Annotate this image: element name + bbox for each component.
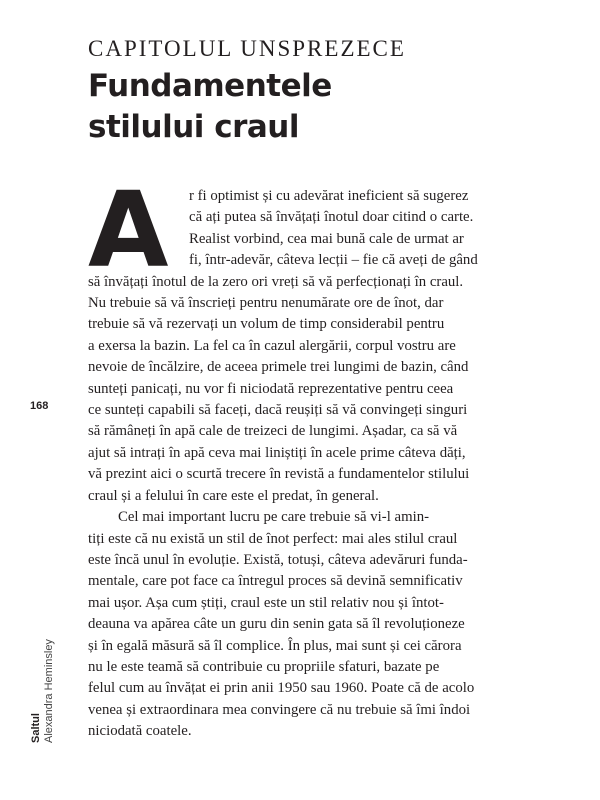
text-line: Cel mai important lucru pe care trebuie să vi-l amin- [118, 509, 430, 526]
text-line: să rămâneți în apă cale de treizeci de lungimi. Așadar, ca să vă [88, 423, 458, 440]
text-line: craul și a felului în care este el predat, în general. [88, 487, 379, 504]
drop-cap: A [88, 169, 169, 291]
page-number: 168 [30, 400, 49, 412]
body-text [88, 186, 528, 743]
text-line: fi, într-adevăr, câteva lecții – fie că aveți de gând [189, 252, 478, 269]
text-line: sunteți panicați, nu vor fi niciodată reprezentative pentru ceea [88, 380, 454, 397]
text-line: trebuie să vă rezervați un volum de timp considerabil pentru [88, 316, 445, 333]
text-line: felul cum au învățat ei prin anii 1950 sau 1960. Poate că de acolo [88, 680, 475, 697]
text-line: mai ușor. Așa cum știți, craul este un stil relativ nou și întot- [88, 594, 444, 611]
text-line: deauna va apărea câte un guru din senin gata să îl revoluționeze [88, 616, 465, 633]
book-title: Saltul [30, 713, 42, 743]
text-line: Realist vorbind, cea mai bună cale de urmat ar [189, 230, 464, 247]
text-line: și în egală măsură să îl complice. În plus, mai sunt și cei cărora [88, 637, 462, 654]
text-line: venea și extraordinara mea convingere că nu trebuie să îmi îndoi [88, 701, 471, 718]
text-line: ce sunteți capabili să faceți, dacă reușiți să vă convingeți singuri [88, 402, 468, 419]
chapter-title-line-1: Fundamentele [88, 68, 332, 104]
text-line: ajut să intrați în apă ceva mai liniștiți în acele prime câteva dăți, [88, 444, 466, 461]
text-line: că ați putea să învățați înotul doar citind o carte. [189, 209, 474, 226]
text-line: r fi optimist și cu adevărat ineficient să sugerez [189, 188, 469, 204]
text-line: este încă unul în evoluție. Există, totuși, câteva adevăruri funda- [88, 551, 468, 568]
chapter-kicker: CAPITOLUL UNSPREZECE [88, 36, 406, 61]
text-line: Nu trebuie să vă înscrieți pentru nenumărate ore de înot, dar [88, 295, 444, 312]
paragraph-1 [88, 186, 528, 507]
paragraph-2 [88, 507, 528, 742]
text-line: a exersa la bazin. La fel ca în cazul alergării, corpul vostru are [88, 337, 456, 354]
text-line: niciodată coatele. [88, 723, 192, 740]
text-line: vă prezint aici o scurtă trecere în revistă a fundamentelor stilului [88, 466, 470, 483]
chapter-title-line-2: stilului craul [88, 109, 299, 145]
text-line: nevoie de încălzire, de aceea primele trei lungimi de bazin, când [88, 359, 469, 376]
chapter-title [88, 66, 332, 148]
running-footer [30, 563, 62, 743]
author-name: Alexandra Heminsley [43, 639, 55, 743]
text-line: mentale, care pot face ca întregul proces să devină semnificativ [88, 573, 463, 590]
text-line: să învățați înotul de la zero ori vreți să vă perfecționați în craul. [88, 273, 464, 290]
text-line: tiți este că nu există un stil de înot perfect: mai ales stilul craul [88, 530, 458, 547]
text-line: nu le este teamă să contribuie cu propriile sfaturi, bazate pe [88, 658, 440, 675]
